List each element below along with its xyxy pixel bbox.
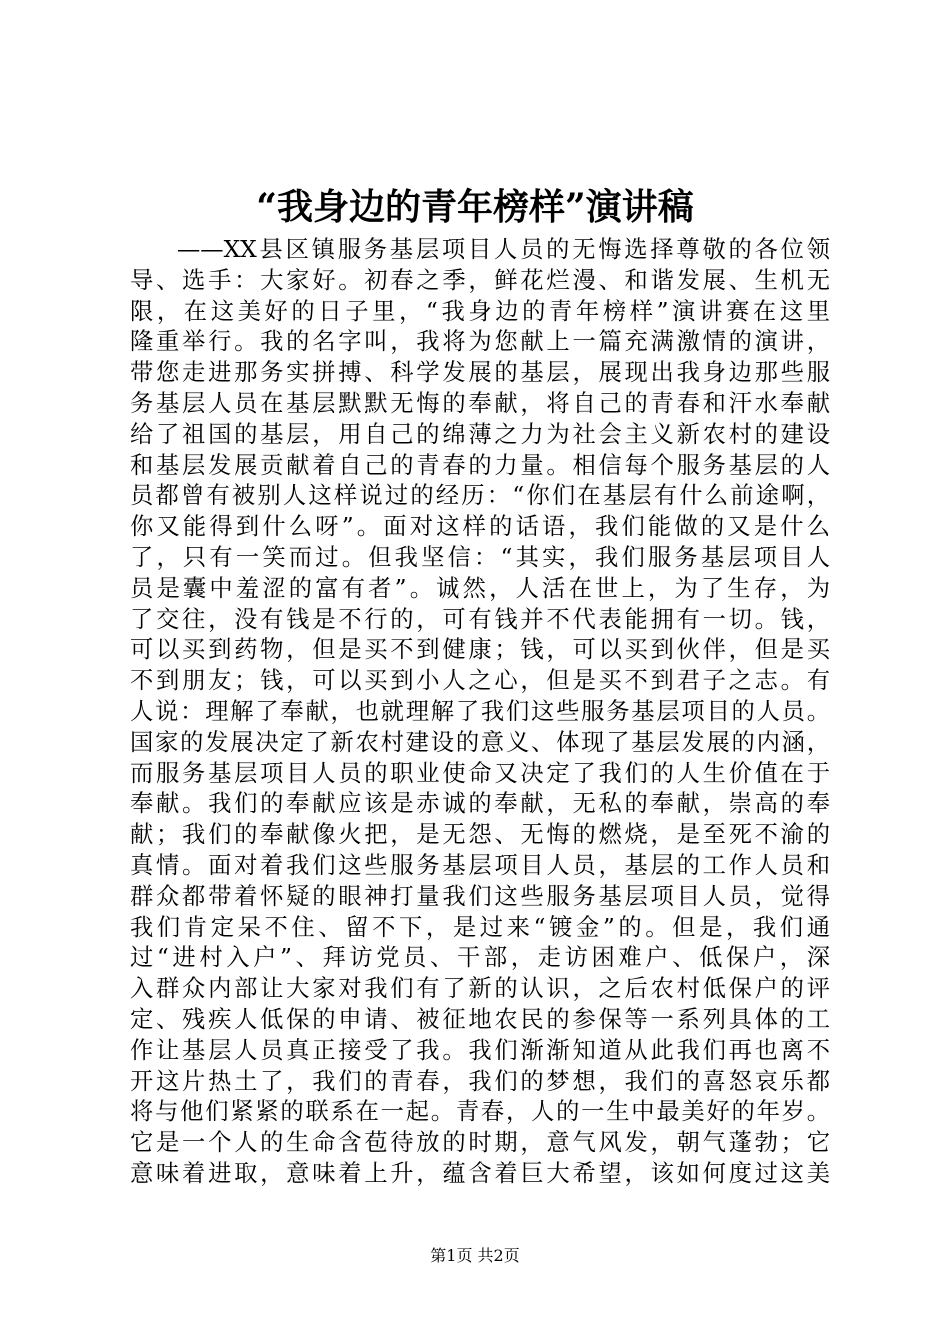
body-line: 限，在这美好的日子里，“我身边的青年榜样”演讲赛在这里: [130, 297, 830, 325]
body-line: 国家的发展决定了新农村建设的意义、体现了基层发展的内涵，: [130, 728, 830, 756]
body-line: 而服务基层项目人员的职业使命又决定了我们的人生价值在于: [130, 759, 830, 787]
body-line: 务基层人员在基层默默无悔的奉献，将自己的青春和汗水奉献: [130, 389, 830, 417]
body-line: 员都曾有被别人这样说过的经历：“你们在基层有什么前途啊，: [130, 482, 830, 510]
body-line: 隆重举行。我的名字叫，我将为您献上一篇充满激情的演讲，: [130, 328, 830, 356]
body-line: 可以买到药物，但是买不到健康；钱，可以买到伙伴，但是买: [130, 636, 830, 664]
document-body: [130, 235, 830, 1190]
body-line: 和基层发展贡献着自己的青春的力量。相信每个服务基层的人: [130, 451, 830, 479]
body-line: 奉献。我们的奉献应该是赤诚的奉献，无私的奉献，崇高的奉: [130, 790, 830, 818]
body-line: 人说：理解了奉献，也就理解了我们这些服务基层项目的人员。: [130, 697, 830, 725]
body-line: 开这片热土了，我们的青春，我们的梦想，我们的喜怒哀乐都: [130, 1067, 830, 1095]
document-title: “我身边的青年榜样”演讲稿: [256, 186, 694, 228]
body-line: 了交往，没有钱是不行的，可有钱并不代表能拥有一切。钱，: [130, 605, 830, 633]
body-line: 不到朋友；钱，可以买到小人之心，但是买不到君子之志。有: [130, 667, 830, 695]
body-line: 员是囊中羞涩的富有者”。诚然，人活在世上，为了生存，为: [130, 574, 830, 602]
body-line: 真情。面对着我们这些服务基层项目人员，基层的工作人员和: [130, 851, 830, 879]
body-line: 作让基层人员真正接受了我。我们渐渐知道从此我们再也离不: [130, 1036, 830, 1064]
body-line: 将与他们紧紧的联系在一起。青春，人的一生中最美好的年岁。: [130, 1098, 830, 1126]
body-line: 献；我们的奉献像火把，是无怨、无悔的燃烧，是至死不渝的: [130, 821, 830, 849]
body-line: 导、选手：大家好。初春之季，鲜花烂漫、和谐发展、生机无: [130, 266, 830, 294]
body-line: ——XX县区镇服务基层项目人员的无悔选择尊敬的各位领: [177, 236, 830, 263]
body-line: 带您走进那务实拼搏、科学发展的基层，展现出我身边那些服: [130, 359, 830, 387]
body-line: 定、残疾人低保的申请、被征地农民的参保等一系列具体的工: [130, 1005, 830, 1033]
body-line: 给了祖国的基层，用自己的绵薄之力为社会主义新农村的建设: [130, 420, 830, 448]
body-line: 了，只有一笑而过。但我坚信：“其实，我们服务基层项目人: [130, 543, 830, 571]
body-line: 你又能得到什么呀”。面对这样的话语，我们能做的又是什么: [130, 513, 830, 541]
body-line: 意味着进取，意味着上升，蕴含着巨大希望，该如何度过这美: [130, 1159, 830, 1187]
body-line: 过“进村入户”、拜访党员、干部，走访困难户、低保户，深: [130, 944, 830, 972]
body-line: 群众都带着怀疑的眼神打量我们这些服务基层项目人员，觉得: [130, 882, 830, 910]
page-footer: 第1页 共2页: [430, 1246, 520, 1265]
body-line: 我们肯定呆不住、留不下，是过来“镀金”的。但是，我们通: [130, 913, 830, 941]
body-line: 它是一个人的生命含苞待放的时期，意气风发，朝气蓬勃；它: [130, 1129, 830, 1157]
body-line: 入群众内部让大家对我们有了新的认识，之后农村低保户的评: [130, 975, 830, 1003]
